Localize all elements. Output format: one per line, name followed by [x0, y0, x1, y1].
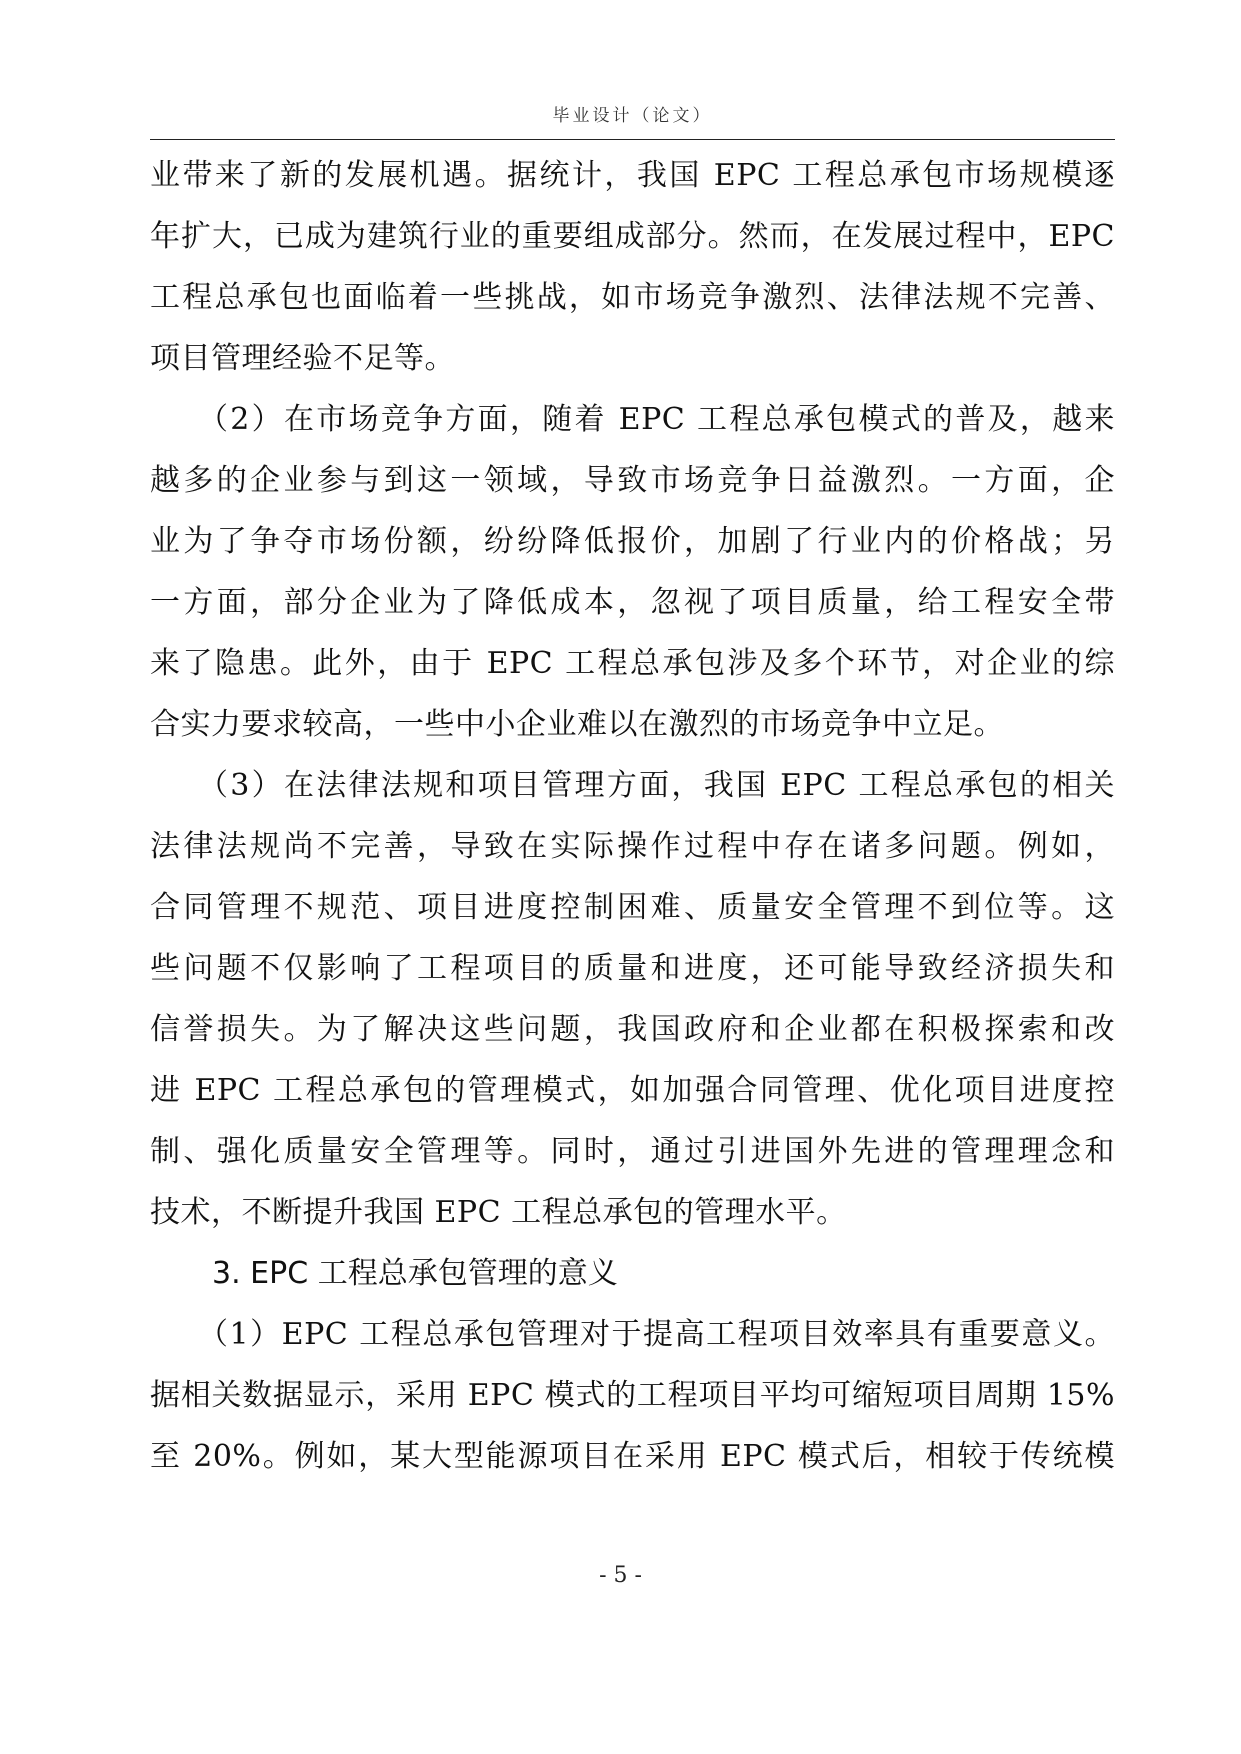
header-title: 毕业设计（论文）: [552, 106, 713, 126]
text-line: 制、强化质量安全管理等。同时，通过引进国外先进的管理理念和: [150, 1134, 1115, 1169]
text-line: （1）EPC 工程总承包管理对于提高工程项目效率具有重要意义。: [198, 1317, 1115, 1352]
text-line: 法律法规尚不完善，导致在实际操作过程中存在诸多问题。例如，: [150, 829, 1115, 864]
page-number: - 5 -: [599, 1563, 642, 1588]
text-line: 工程总承包也面临着一些挑战，如市场竞争激烈、法律法规不完善、: [150, 280, 1115, 315]
text-line: 合同管理不规范、项目进度控制困难、质量安全管理不到位等。这: [150, 890, 1115, 925]
text-line: 进 EPC 工程总承包的管理模式，如加强合同管理、优化项目进度控: [150, 1073, 1115, 1108]
text-line: 合实力要求较高，一些中小企业难以在激烈的市场竞争中立足。: [150, 707, 1004, 742]
text-line: （2）在市场竞争方面，随着 EPC 工程总承包模式的普及，越来: [198, 402, 1115, 437]
document-body: [150, 145, 1115, 1487]
text-line: （3）在法律法规和项目管理方面，我国 EPC 工程总承包的相关: [198, 768, 1115, 803]
text-line: 技术，不断提升我国 EPC 工程总承包的管理水平。: [150, 1195, 847, 1230]
text-line: 据相关数据显示，采用 EPC 模式的工程项目平均可缩短项目周期 15%: [150, 1378, 1115, 1413]
text-line: 业带来了新的发展机遇。据统计，我国 EPC 工程总承包市场规模逐: [150, 158, 1115, 193]
text-line: 年扩大，已成为建筑行业的重要组成部分。然而，在发展过程中，EPC: [150, 219, 1115, 254]
text-line: 信誉损失。为了解决这些问题，我国政府和企业都在积极探索和改: [150, 1012, 1115, 1047]
text-line: 越多的企业参与到这一领域，导致市场竞争日益激烈。一方面，企: [150, 463, 1115, 498]
page-header: [150, 100, 1115, 140]
text-line: 项目管理经验不足等。: [150, 341, 455, 376]
text-line: 业为了争夺市场份额，纷纷降低报价，加剧了行业内的价格战；另: [150, 524, 1115, 559]
text-line: 至 20%。例如，某大型能源项目在采用 EPC 模式后，相较于传统模: [150, 1439, 1115, 1474]
section-heading: 3. EPC 工程总承包管理的意义: [212, 1256, 618, 1291]
text-line: 一方面，部分企业为了降低成本，忽视了项目质量，给工程安全带: [150, 585, 1115, 620]
text-line: 些问题不仅影响了工程项目的质量和进度，还可能导致经济损失和: [150, 951, 1115, 986]
text-line: 来了隐患。此外，由于 EPC 工程总承包涉及多个环节，对企业的综: [150, 646, 1115, 681]
